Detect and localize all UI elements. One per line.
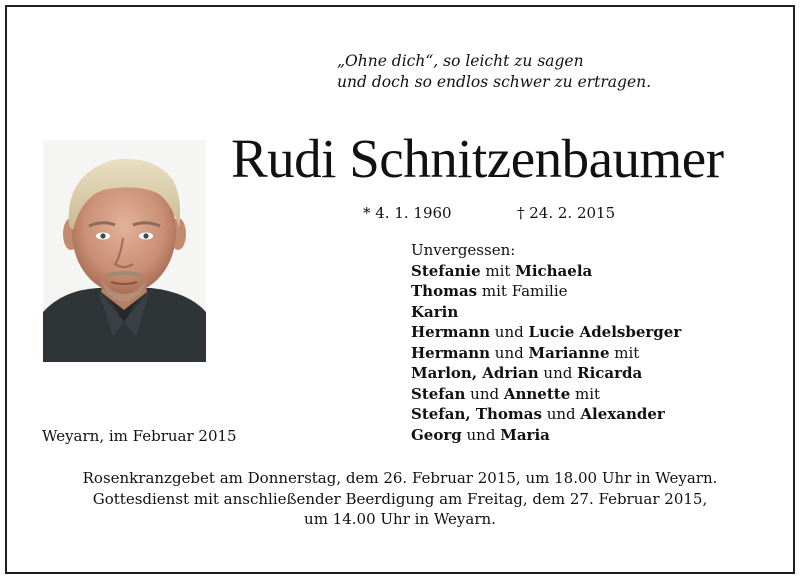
mourner-name: Michaela: [515, 261, 593, 280]
portrait-photo: [43, 140, 206, 362]
mourner-name: Ricarda: [577, 364, 643, 382]
mourner-row: [411, 322, 681, 343]
mourner-name: Thomas: [411, 282, 478, 300]
mourner-connector: und: [490, 323, 529, 341]
mourner-name: Alexander: [580, 405, 665, 423]
mourner-name: Karin: [411, 302, 459, 321]
mourner-connector: und: [541, 405, 581, 423]
mourner-row: [411, 384, 681, 405]
mourner-row: [411, 281, 681, 302]
mourners-list: [411, 240, 681, 445]
funeral-time-place: um 14.00 Uhr in Weyarn.: [304, 510, 496, 528]
mourner-name: Stefan, Thomas: [411, 405, 542, 423]
mourner-row: [411, 363, 681, 384]
mourner-name: Marianne: [528, 343, 610, 362]
mourners-heading: Unvergessen:: [411, 241, 516, 259]
funeral-info: Gottesdienst mit anschließender Beerdigung am Freitag, dem 27. Februar 2015,: [92, 489, 708, 508]
birth-date: * 4. 1. 1960: [363, 204, 452, 222]
place-and-date: Weyarn, im Februar 2015: [42, 427, 237, 445]
death-date: † 24. 2. 2015: [517, 204, 616, 222]
mourner-row: [411, 343, 681, 364]
mourner-connector: und: [465, 384, 504, 403]
mourners-rows: [411, 261, 681, 446]
mourner-row: [411, 302, 681, 323]
mourner-name: Georg: [411, 425, 462, 444]
deceased-name: Rudi Schnitzenbaumer: [231, 128, 724, 189]
mourner-connector: und: [538, 364, 578, 382]
mourner-name: Stefan: [411, 384, 466, 403]
mourner-name: Maria: [500, 425, 550, 444]
mourner-name: Lucie Adelsberger: [528, 323, 682, 341]
quote-line-2: und doch so endlos schwer zu ertragen.: [337, 73, 652, 91]
mourner-row: [411, 425, 681, 446]
obituary-notice: [5, 5, 795, 574]
mourner-row: [411, 404, 681, 425]
mourner-connector: mit: [570, 384, 601, 403]
mourner-connector: und: [490, 343, 529, 362]
portrait-image: [43, 140, 206, 362]
mourner-name: Hermann: [411, 343, 491, 362]
mourner-name: Annette: [503, 384, 571, 403]
mourner-connector: mit: [480, 261, 516, 280]
mourner-name: Marlon, Adrian: [411, 364, 539, 382]
mourner-name: Hermann: [411, 323, 491, 341]
service-information: [7, 468, 793, 530]
mourner-connector: mit Familie: [477, 282, 568, 300]
quote-line-1: „Ohne dich“, so leicht zu sagen: [337, 52, 584, 70]
mourner-connector: mit: [609, 343, 640, 362]
mourner-name: Stefanie: [411, 261, 481, 280]
rosary-info: Rosenkranzgebet am Donnerstag, dem 26. Februar 2015, um 18.00 Uhr in Weyarn.: [82, 469, 718, 487]
memorial-quote: [337, 51, 757, 93]
mourner-row: [411, 261, 681, 282]
mourner-connector: und: [461, 425, 501, 444]
